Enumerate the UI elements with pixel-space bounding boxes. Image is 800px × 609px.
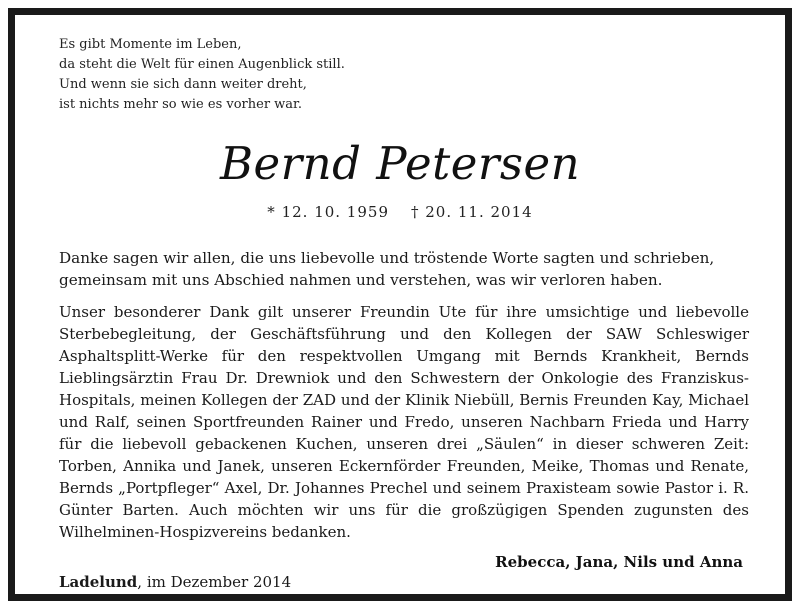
place-name: Ladelund	[59, 573, 138, 591]
poem-line: da steht die Welt für einen Augenblick still.	[59, 57, 345, 72]
death-date: † 20. 11. 2014	[411, 203, 533, 221]
date-text: , im Dezember 2014	[137, 573, 292, 591]
poem-line: ist nichts mehr so wie es vorher war.	[59, 97, 302, 112]
special-thanks-paragraph: Unser besonderer Dank gilt unserer Freundin Ute für ihre umsichtige und liebevolle Sterbebegleitung, der Geschäftsführung und den Kollegen der SAW Schleswiger Asphaltsplitt-Werke für den respektvollen Umgang mit Bernds Krankheit, Bernds Lieblingsärztin Frau Dr. Drewniok und den Schwestern der Onkologie des Franziskus-Hospitals, meinen Kollegen der ZAD und der Klinik Niebüll, Bernis Freunden Kay, Michael und Ralf, seinen Sportfreunden Rainer und Fredo, unseren Nachbarn Frieda und Harry für die liebevoll gebackenen Kuchen, unseren drei „Säulen“ in dieser schweren Zeit: Torben, Annika und Janek, unseren Eckernförder Freunden, Meike, Thomas und Renate, Bernds „Portpfleger“ Axel, Dr. Johannes Prechel und seinem Praxisteam sowie Pastor i. R. Günter Barten. Auch möchten wir uns für die großzügigen Spenden zugunsten des Wilhelminen-Hospizvereins bedanken.	[59, 303, 749, 541]
poem-line: Es gibt Momente im Leben,	[59, 37, 242, 52]
deceased-name: Bernd Petersen	[219, 137, 581, 190]
birth-date: * 12. 10. 1959	[267, 203, 389, 221]
obituary-card	[8, 8, 792, 601]
thanks-paragraph: Danke sagen wir allen, die uns liebevolle und tröstende Worte sagten und schrieben, gemeinsam mit uns Abschied nahmen und verstehen, was wir verloren haben.	[59, 249, 715, 289]
poem	[59, 35, 345, 115]
poem-line: Und wenn sie sich dann weiter dreht,	[59, 77, 307, 92]
signers: Rebecca, Jana, Nils und Anna	[495, 553, 743, 571]
place-date	[59, 573, 291, 591]
life-dates	[15, 203, 785, 221]
